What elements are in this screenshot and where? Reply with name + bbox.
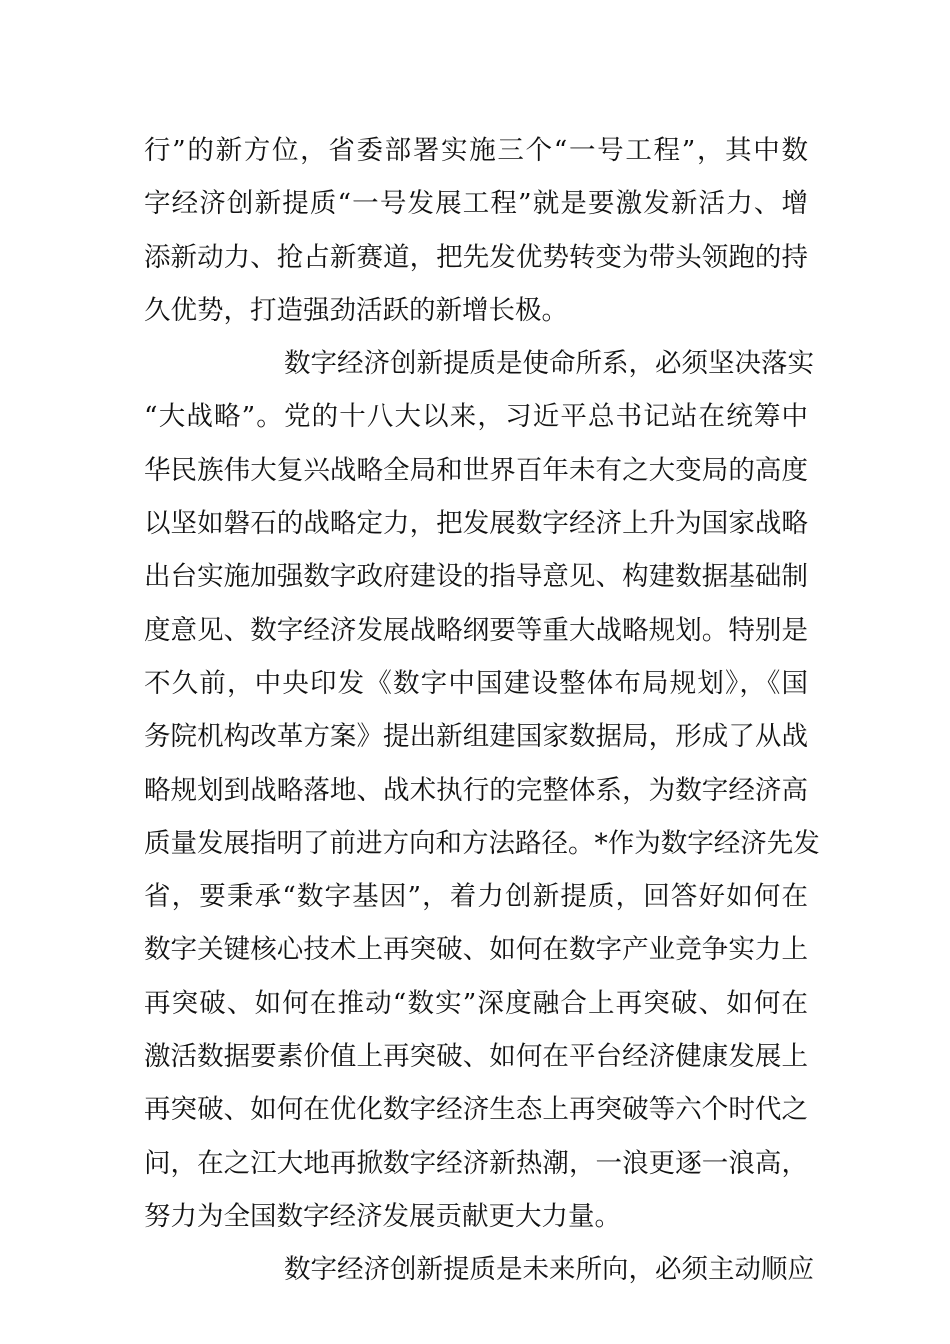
- text-line: “大战略”。党的十八大以来，习近平总书记站在统筹中: [144, 401, 808, 433]
- text-line: 不久前，中央印发《数字中国建设整体布局规划》，《国: [144, 667, 808, 699]
- text-line: 度意见、数字经济发展战略纲要等重大战略规划。特别是: [144, 614, 808, 646]
- text-line: 以坚如磐石的战略定力，把发展数字经济上升为国家战略: [144, 508, 808, 540]
- text-line: 努力为全国数字经济发展贡献更大力量。: [144, 1200, 621, 1232]
- text-line: 激活数据要素价值上再突破、如何在平台经济健康发展上: [144, 1041, 808, 1073]
- text-line: 出台实施加强数字政府建设的指导意见、构建数据基础制: [144, 561, 808, 593]
- text-line: 再突破、如何在优化数字经济生态上再突破等六个时代之: [144, 1094, 808, 1126]
- text-line: 行”的新方位，省委部署实施三个“一号工程”，其中数: [144, 135, 808, 166]
- text-line: 数字关键核心技术上再突破、如何在数字产业竞争实力上: [144, 934, 808, 966]
- text-line: 问，在之江大地再掀数字经济新热潮，一浪更逐一浪高，: [144, 1147, 808, 1179]
- text-line: 略规划到战略落地、战术执行的完整体系，为数字经济高: [144, 774, 808, 806]
- text-line: 字经济创新提质“一号发展工程”就是要激发新活力、增: [144, 188, 808, 220]
- text-line: 久优势，打造强劲活跃的新增长极。: [144, 294, 568, 326]
- paragraph-start-line: 数字经济创新提质是未来所向，必须主动顺应: [284, 1254, 814, 1286]
- text-line: 华民族伟大复兴战略全局和世界百年未有之大变局的高度: [144, 454, 808, 486]
- text-line: 质量发展指明了前进方向和方法路径。*作为数字经济先发: [144, 827, 820, 859]
- text-line: 再突破、如何在推动“数实”深度融合上再突破、如何在: [144, 987, 808, 1019]
- text-line: 务院机构改革方案》提出新组建国家数据局，形成了从战: [144, 721, 808, 753]
- text-line: 添新动力、抢占新赛道，把先发优势转变为带头领跑的持: [144, 241, 808, 273]
- paragraph-start-line: 数字经济创新提质是使命所系，必须坚决落实: [284, 348, 814, 380]
- text-line: 省，要秉承“数字基因”，着力创新提质，回答好如何在: [144, 881, 808, 913]
- document-body: [144, 124, 820, 1297]
